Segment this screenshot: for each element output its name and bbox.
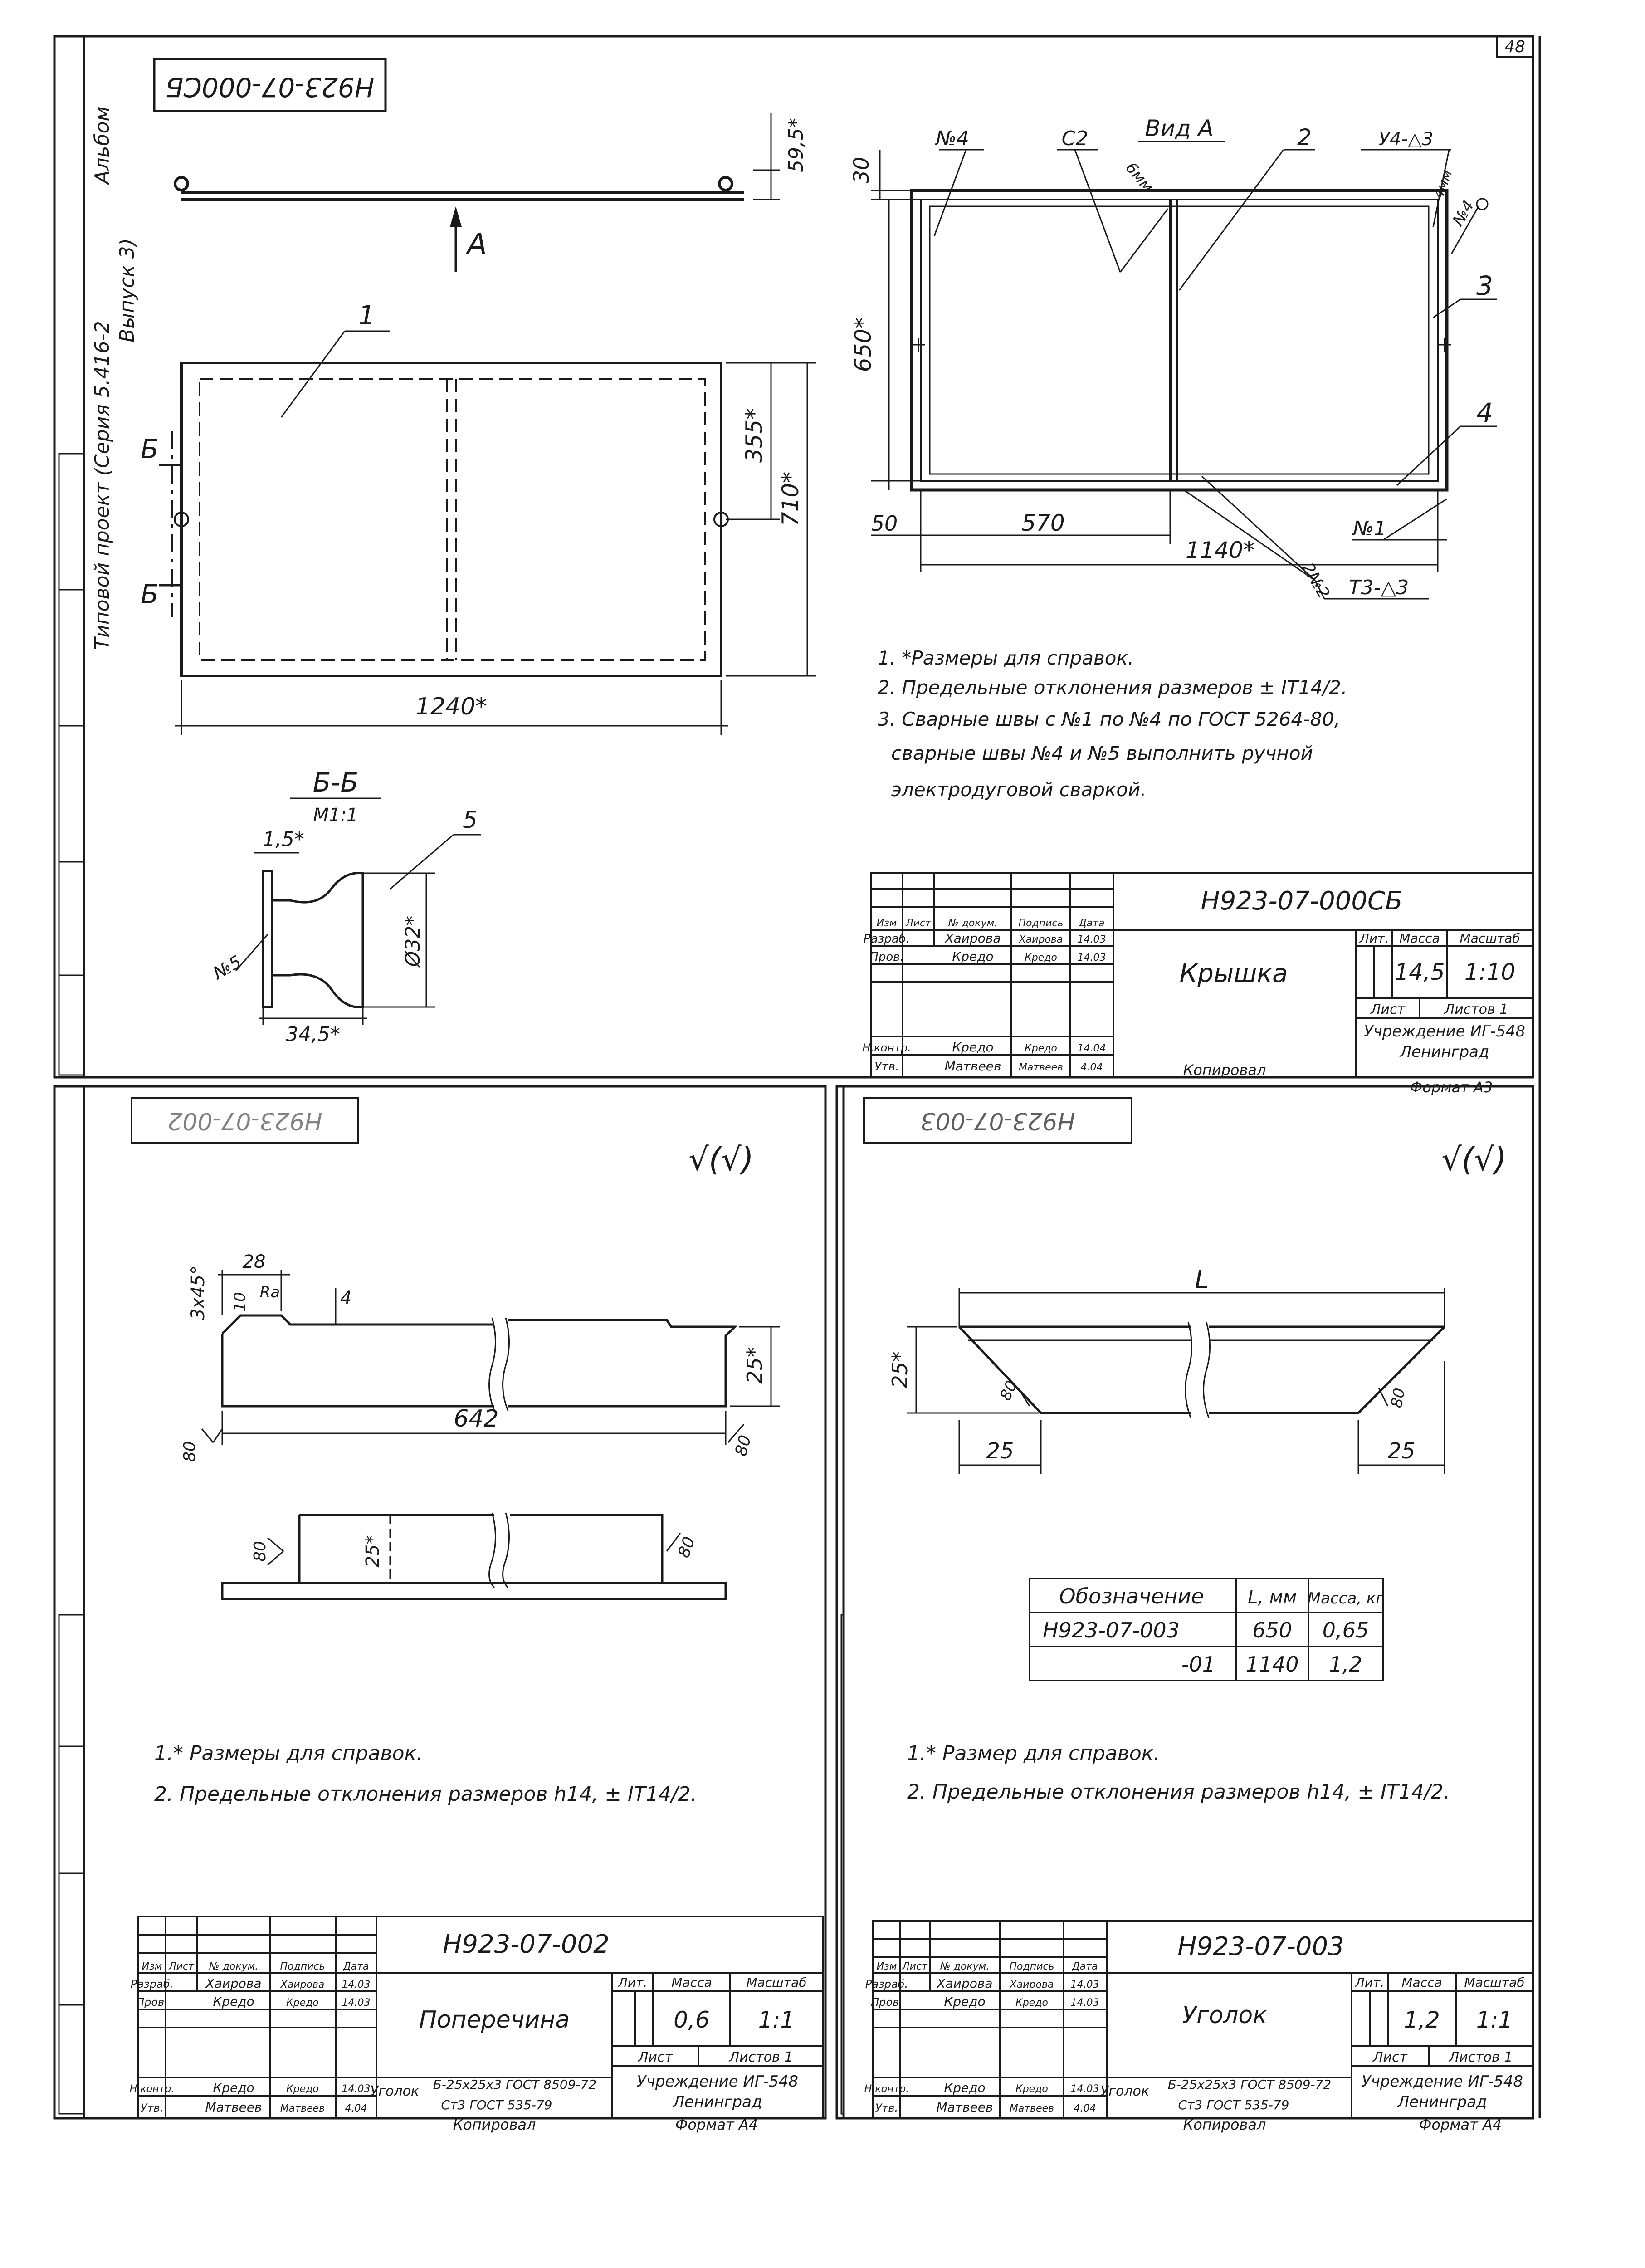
tb1-role-norm: Н.контр.	[862, 1041, 911, 1054]
section-title: Б-Б	[312, 767, 359, 798]
view-a-leaders	[934, 150, 1497, 599]
tb1-scale: 1:10	[1464, 959, 1516, 985]
tb2-sign-dev: Хаирова	[280, 1979, 325, 1990]
variants-row2-length: 1140	[1245, 1652, 1299, 1677]
tb3-date-dev: 14.03	[1070, 1979, 1099, 1990]
sheet3-code-box	[864, 1098, 1132, 1143]
sheet2-code-mirrored: Н923-07-002	[167, 1107, 322, 1134]
tb3-col-doc: № докум.	[940, 1961, 990, 1972]
dim-h-top: 59,5*	[785, 118, 808, 172]
tb3-role-appr: Утв.	[875, 2102, 898, 2114]
tb1-date-check: 14.03	[1077, 952, 1106, 963]
tb2-name-appr: Матвеев	[205, 2100, 262, 2115]
cover-side-view	[175, 177, 744, 200]
sheet1-code-box	[154, 59, 386, 111]
angle-dim-25-right: 25	[1387, 1438, 1416, 1464]
dim-plan-left: 50	[871, 511, 898, 536]
sheet1-code-mirrored: Н923-07-000СБ	[165, 72, 375, 103]
tb2-date-appr: 4.04	[345, 2103, 367, 2114]
tb2-date-norm: 14.03	[342, 2083, 371, 2095]
tb2-sheet: Лист	[638, 2049, 673, 2065]
weld-label-2n2: 2№2	[1298, 560, 1333, 602]
view-a-arrow	[450, 206, 462, 272]
tb3-material-b: Б-25x25x3 ГОСТ 8509-72	[1167, 2077, 1332, 2092]
tb2-material-a: Уголок	[370, 2083, 420, 2099]
tb3-h-lit: Лит.	[1355, 1975, 1385, 1990]
tb3-sign-dev: Хаирова	[1010, 1979, 1054, 1990]
tb3-date-check: 14.03	[1070, 1997, 1099, 2009]
sheet1-note-5: электродуговой сваркой.	[891, 778, 1147, 801]
leader-1	[281, 331, 390, 417]
tb3-name-check: Кредо	[944, 1994, 986, 2009]
tb2-role-norm: Н.контр.	[129, 2083, 175, 2095]
tb3-role-norm: Н.контр.	[864, 2083, 909, 2095]
sheet1-note-2: 2. Предельные отклонения размеров ± IT14/2.	[878, 676, 1347, 699]
view-a-title: Вид А	[1145, 115, 1214, 142]
tb1-role-check: Пров.	[869, 950, 904, 964]
tb2-sign-norm: Кредо	[286, 2083, 319, 2095]
tb3-name: Уголок	[1182, 2002, 1267, 2029]
sheet2-title-block	[130, 1916, 823, 2133]
sheet2-notes	[154, 1742, 697, 1806]
tb1-city: Ленинград	[1400, 1043, 1489, 1061]
tb1-sign-norm: Кредо	[1025, 1043, 1057, 1054]
angle-dim-80-right: 80	[1387, 1387, 1409, 1409]
callout-3: 3	[1476, 270, 1493, 301]
tb3-org: Учреждение ИГ-548	[1362, 2072, 1523, 2091]
weld-label-n1: №1	[1353, 517, 1386, 540]
sheet2-note-2: 2. Предельные отклонения размеров h14, ± IT14/2.	[154, 1783, 697, 1806]
tb1-sign-dev: Хаирова	[1019, 934, 1063, 945]
tb2-date-dev: 14.03	[342, 1979, 371, 1990]
tb1-sheets: Листов 1	[1444, 1002, 1508, 1017]
tb3-copied: Копировал	[1183, 2116, 1266, 2133]
dim-half-height: 355*	[741, 408, 767, 463]
tb2-scale: 1:1	[758, 2007, 795, 2033]
weld-circle-marker	[1477, 199, 1488, 210]
crossbar-dim-642: 642	[454, 1405, 499, 1432]
tb3-col-date: Дата	[1072, 1961, 1098, 1972]
tb2-col-list: Лист	[169, 1961, 194, 1972]
dim-height: 710*	[777, 471, 804, 527]
tb3-sheets: Листов 1	[1449, 2049, 1513, 2065]
tb1-sign-check: Кредо	[1025, 952, 1057, 963]
crossbar-dim-10: 10	[231, 1292, 249, 1312]
crossbar-dim-ra: Ra	[259, 1283, 280, 1301]
crossbar-dim-4: 4	[340, 1288, 352, 1309]
sheet2-roughness: √(√)	[688, 1141, 754, 1178]
tb1-role-dev: Разраб.	[863, 932, 910, 946]
tb3-date-norm: 14.03	[1070, 2083, 1099, 2095]
variants-row1-code: Н923-07-003	[1043, 1618, 1180, 1642]
section-mark-b-top: Б	[141, 434, 159, 464]
angle-dim-l: L	[1195, 1265, 1209, 1295]
tb2-name-norm: Кредо	[213, 2080, 254, 2095]
weld-label-n4-right: №4	[1449, 197, 1478, 229]
sheet3-code-mirrored: Н923-07-003	[920, 1107, 1075, 1134]
tb1-date-norm: 14.04	[1077, 1043, 1106, 1054]
sheet2-note-1: 1.* Размеры для справок.	[154, 1742, 423, 1765]
weld-label-u4: У4-△3	[1378, 129, 1434, 150]
tb2-material-c: Ст3 ГОСТ 535-79	[441, 2097, 552, 2112]
tb1-name: Крышка	[1179, 959, 1288, 988]
tb3-h-mass: Масса	[1401, 1975, 1442, 1990]
tb1-date-dev: 14.03	[1077, 934, 1106, 945]
dim-plan-width: 1140*	[1185, 537, 1255, 563]
dim-sec-w: 34,5*	[286, 1023, 340, 1046]
tb1-code: Н923-07-000СБ	[1201, 886, 1403, 916]
tb3-sheet: Лист	[1372, 2049, 1408, 2065]
sheet3-note-2: 2. Предельные отклонения размеров h14, ± IT14/2.	[907, 1780, 1450, 1804]
sheet3-roughness: √(√)	[1441, 1141, 1507, 1178]
tb2-mass: 0,6	[674, 2007, 710, 2033]
tb1-name-norm: Кредо	[952, 1040, 994, 1055]
tb3-name-dev: Хаирова	[937, 1976, 993, 1991]
section-mark-b-bottom: Б	[141, 579, 159, 610]
tb3-h-scale: Масштаб	[1464, 1975, 1525, 1990]
tb2-role-check: Пров.	[136, 1996, 168, 2009]
sheet3-note-1: 1.* Размер для справок.	[907, 1742, 1160, 1765]
tb2-h-scale: Масштаб	[746, 1975, 807, 1990]
variants-table	[1030, 1579, 1384, 1681]
tb1-col-doc: № докум.	[948, 918, 998, 929]
cover-plan-view	[172, 363, 728, 676]
tb2-format: Формат А4	[675, 2116, 758, 2133]
callout-5: 5	[463, 807, 478, 834]
angle-dim-80-left: 80	[996, 1378, 1021, 1403]
angle-dim-25-left: 25	[986, 1438, 1014, 1464]
sheet1-note-3: 3. Сварные швы с №1 по №4 по ГОСТ 5264-80,	[878, 708, 1340, 730]
crossbar-top-dim-25: 25*	[362, 1535, 383, 1568]
sheet2-code-box	[132, 1098, 358, 1143]
crossbar-dim-chamfer: 3x45°	[188, 1265, 209, 1320]
crossbar-top-dim-80-right: 80	[674, 1534, 699, 1560]
weld-label-t3: Т3-△3	[1348, 576, 1409, 599]
tb1-col-sign: Подпись	[1018, 918, 1064, 929]
tb2-h-lit: Лит.	[618, 1975, 648, 1990]
section-scale: М1:1	[313, 805, 358, 826]
tb2-col-sign: Подпись	[280, 1961, 325, 1972]
tb1-sheet: Лист	[1370, 1002, 1406, 1017]
weld-label-n4-top: №4	[936, 127, 969, 150]
tb2-role-appr: Утв.	[140, 2102, 164, 2114]
view-a-label: А	[467, 228, 487, 261]
tb1-name-check: Кредо	[952, 949, 994, 964]
variants-row2-code: -01	[1181, 1652, 1215, 1677]
tb3-date-appr: 4.04	[1074, 2103, 1096, 2114]
tb3-city: Ленинград	[1397, 2093, 1487, 2111]
album-side-text: Альбом	[91, 106, 114, 184]
tb3-material-a: Уголок	[1100, 2083, 1150, 2099]
tb2-h-mass: Масса	[671, 1975, 712, 1990]
dim-side-height	[753, 113, 780, 200]
dim-plan-height: 650*	[850, 317, 876, 372]
tb2-copied: Копировал	[453, 2116, 536, 2133]
tb1-name-appr: Матвеев	[944, 1059, 1001, 1074]
view-a-dims	[871, 150, 1438, 572]
variants-row2-mass: 1,2	[1329, 1652, 1362, 1677]
tb3-mass: 1,2	[1404, 2007, 1440, 2033]
tb1-h-lit: Лит.	[1359, 931, 1389, 946]
tb3-name-norm: Кредо	[944, 2080, 986, 2095]
tb3-col-izm: Изм	[876, 1961, 897, 1972]
tb1-sign-appr: Матвеев	[1018, 1062, 1064, 1073]
tb3-material-c: Ст3 ГОСТ 535-79	[1178, 2097, 1289, 2112]
tb2-role-dev: Разраб.	[130, 1978, 174, 1990]
tb2-name: Поперечина	[419, 2006, 570, 2033]
tb3-sign-norm: Кредо	[1015, 2083, 1048, 2095]
dim-width: 1240*	[415, 693, 488, 720]
tb3-col-sign: Подпись	[1009, 1961, 1054, 1972]
sheet1-title-block	[862, 873, 1533, 1096]
tb2-sign-appr: Матвеев	[280, 2103, 325, 2114]
tb2-name-dev: Хаирова	[205, 1976, 262, 1991]
tb1-col-list: Лист	[906, 918, 931, 929]
tb2-date-check: 14.03	[342, 1997, 371, 2009]
weld-label-5: №5	[210, 951, 245, 983]
crossbar-top-dim-80-left: 80	[251, 1541, 269, 1562]
tb3-sign-check: Кредо	[1015, 1997, 1048, 2009]
sheet1-note-4: сварные швы №4 и №5 выполнить ручной	[891, 742, 1313, 764]
sheet1-notes	[878, 647, 1347, 801]
knob-section	[236, 835, 481, 1025]
tb2-material-b: Б-25x25x3 ГОСТ 8509-72	[433, 2077, 597, 2092]
tb2-col-date: Дата	[343, 1961, 369, 1972]
tb1-mass: 14,5	[1394, 959, 1445, 985]
sheet-number: 48	[1504, 38, 1525, 56]
tb1-col-izm: Изм	[876, 918, 897, 929]
crossbar-top-view	[222, 1513, 726, 1599]
variants-row1-length: 650	[1252, 1618, 1292, 1642]
tb1-role-appr: Утв.	[874, 1060, 899, 1074]
dim-sec-d: Ø32*	[401, 915, 425, 967]
weld-label-6mm: 6мм	[1122, 159, 1157, 196]
tb1-format: Формат А3	[1410, 1079, 1493, 1096]
crossbar-dim-25: 25*	[742, 1347, 767, 1384]
view-a-frame	[912, 191, 1451, 490]
variants-head-designation: Обозначение	[1059, 1584, 1204, 1608]
variants-row1-mass: 0,65	[1322, 1618, 1369, 1642]
tb3-scale: 1:1	[1476, 2007, 1513, 2033]
tb3-col-list: Лист	[902, 1961, 927, 1972]
side-issue-text: Выпуск 3)	[116, 238, 139, 342]
tb1-name-dev: Хаирова	[945, 931, 1001, 946]
callout-4: 4	[1476, 397, 1493, 428]
tb3-sign-appr: Матвеев	[1009, 2103, 1054, 2114]
dim-plan-mid: 570	[1021, 510, 1065, 536]
sheet3-title-block	[864, 1921, 1533, 2133]
tb3-name-appr: Матвеев	[936, 2100, 993, 2115]
side-project-text: Типовой проект (Серия 5.416-2	[91, 321, 114, 650]
tb1-org: Учреждение ИГ-548	[1364, 1022, 1525, 1041]
callout-1: 1	[358, 300, 375, 331]
tb2-city: Ленинград	[673, 2093, 762, 2111]
tb2-col-izm: Изм	[142, 1961, 162, 1972]
tb3-role-dev: Разраб.	[865, 1978, 908, 1990]
variants-head-length: L, мм	[1247, 1587, 1297, 1608]
tb3-role-check: Пров.	[871, 1996, 903, 2009]
tb1-date-appr: 4.04	[1080, 1062, 1103, 1073]
tb3-code: Н923-07-003	[1177, 1932, 1344, 1961]
tb1-copied: Копировал	[1183, 1061, 1266, 1079]
tb2-col-doc: № докум.	[209, 1961, 259, 1972]
crossbar-dim-80-left: 80	[181, 1441, 199, 1462]
tb1-h-mass: Масса	[1399, 931, 1440, 946]
tb2-sign-check: Кредо	[286, 1997, 319, 2009]
weld-label-4mm: 4мм	[1430, 168, 1456, 201]
tb2-code: Н923-07-002	[443, 1930, 610, 1959]
crossbar-dim-80-right: 80	[732, 1433, 755, 1458]
tb3-format: Формат А4	[1419, 2116, 1502, 2133]
tb1-h-scale: Масштаб	[1460, 931, 1520, 946]
tb1-col-date: Дата	[1079, 918, 1105, 929]
dim-plan-top: 30	[849, 156, 874, 184]
tb2-sheets: Листов 1	[729, 2049, 793, 2065]
callout-2: 2	[1297, 124, 1312, 151]
tb2-name-check: Кредо	[213, 1994, 254, 2009]
variants-head-mass: Масса, кг	[1307, 1589, 1384, 1608]
weld-label-c2: С2	[1061, 127, 1089, 150]
crossbar-dim-28: 28	[242, 1251, 266, 1272]
tb2-org: Учреждение ИГ-548	[637, 2072, 798, 2091]
angle-dim-25-vert: 25*	[888, 1351, 912, 1388]
sheet3-notes	[907, 1742, 1450, 1804]
dim-sec-t: 1,5*	[263, 828, 304, 851]
sheet1-note-1: 1. *Размеры для справок.	[878, 647, 1134, 669]
